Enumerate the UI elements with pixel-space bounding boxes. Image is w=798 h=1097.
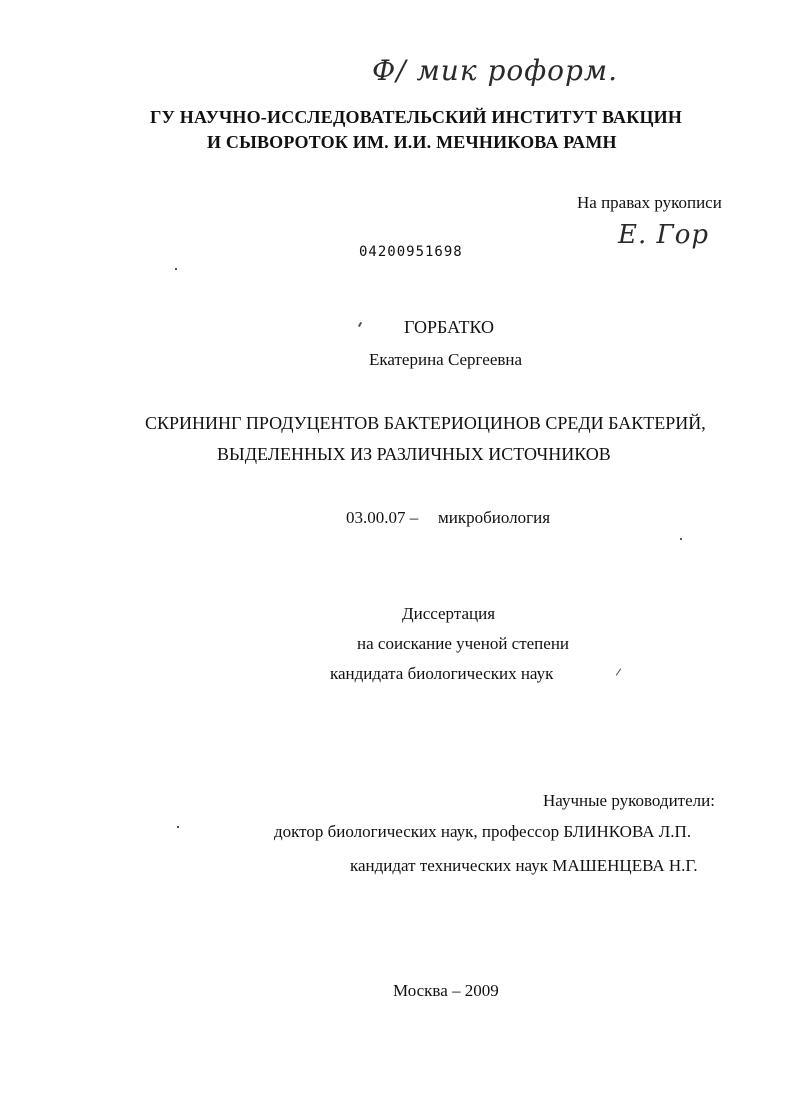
supervisors-heading: Научные руководители: (543, 791, 715, 810)
scan-speck (358, 322, 362, 327)
specialty-code: 03.00.07 – (346, 508, 419, 527)
title-line-2: ВЫДЕЛЕННЫХ ИЗ РАЗЛИЧНЫХ ИСТОЧНИКОВ (217, 444, 611, 464)
place-year: Москва – 2009 (393, 981, 499, 1000)
supervisor-1: доктор биологических наук, профессор БЛИНКОВА Л.П. (274, 822, 692, 841)
handwritten-note: Ф/ мик роформ. (372, 54, 619, 87)
title-line-1: СКРИНИНГ ПРОДУЦЕНТОВ БАКТЕРИОЦИНОВ СРЕДИ БАКТЕРИЙ, (145, 413, 706, 433)
institution-line-1: ГУ НАУЧНО-ИССЛЕДОВАТЕЛЬСКИЙ ИНСТИТУТ ВАКЦИН (150, 107, 683, 127)
supervisor-2: кандидат технических наук МАШЕНЦЕВА Н.Г. (350, 856, 698, 875)
manuscript-rights: На правах рукописи (577, 193, 722, 212)
institution-line-2: И СЫВОРОТОК ИМ. И.И. МЕЧНИКОВА РАМН (207, 132, 617, 152)
signature: Е. Гор (618, 220, 710, 250)
registration-number: 04200951698 (359, 244, 463, 260)
scan-speck (177, 826, 179, 828)
author-surname: ГОРБАТКО (404, 317, 495, 337)
degree-line-1: Диссертация (402, 604, 496, 623)
degree-line-3: кандидата биологических наук (330, 664, 554, 683)
degree-line-2: на соискание ученой степени (357, 634, 570, 653)
scan-speck (175, 268, 177, 270)
author-name: Екатерина Сергеевна (369, 350, 523, 369)
scan-speck (616, 668, 621, 675)
scan-speck (680, 538, 682, 540)
specialty-name: микробиология (438, 508, 551, 527)
